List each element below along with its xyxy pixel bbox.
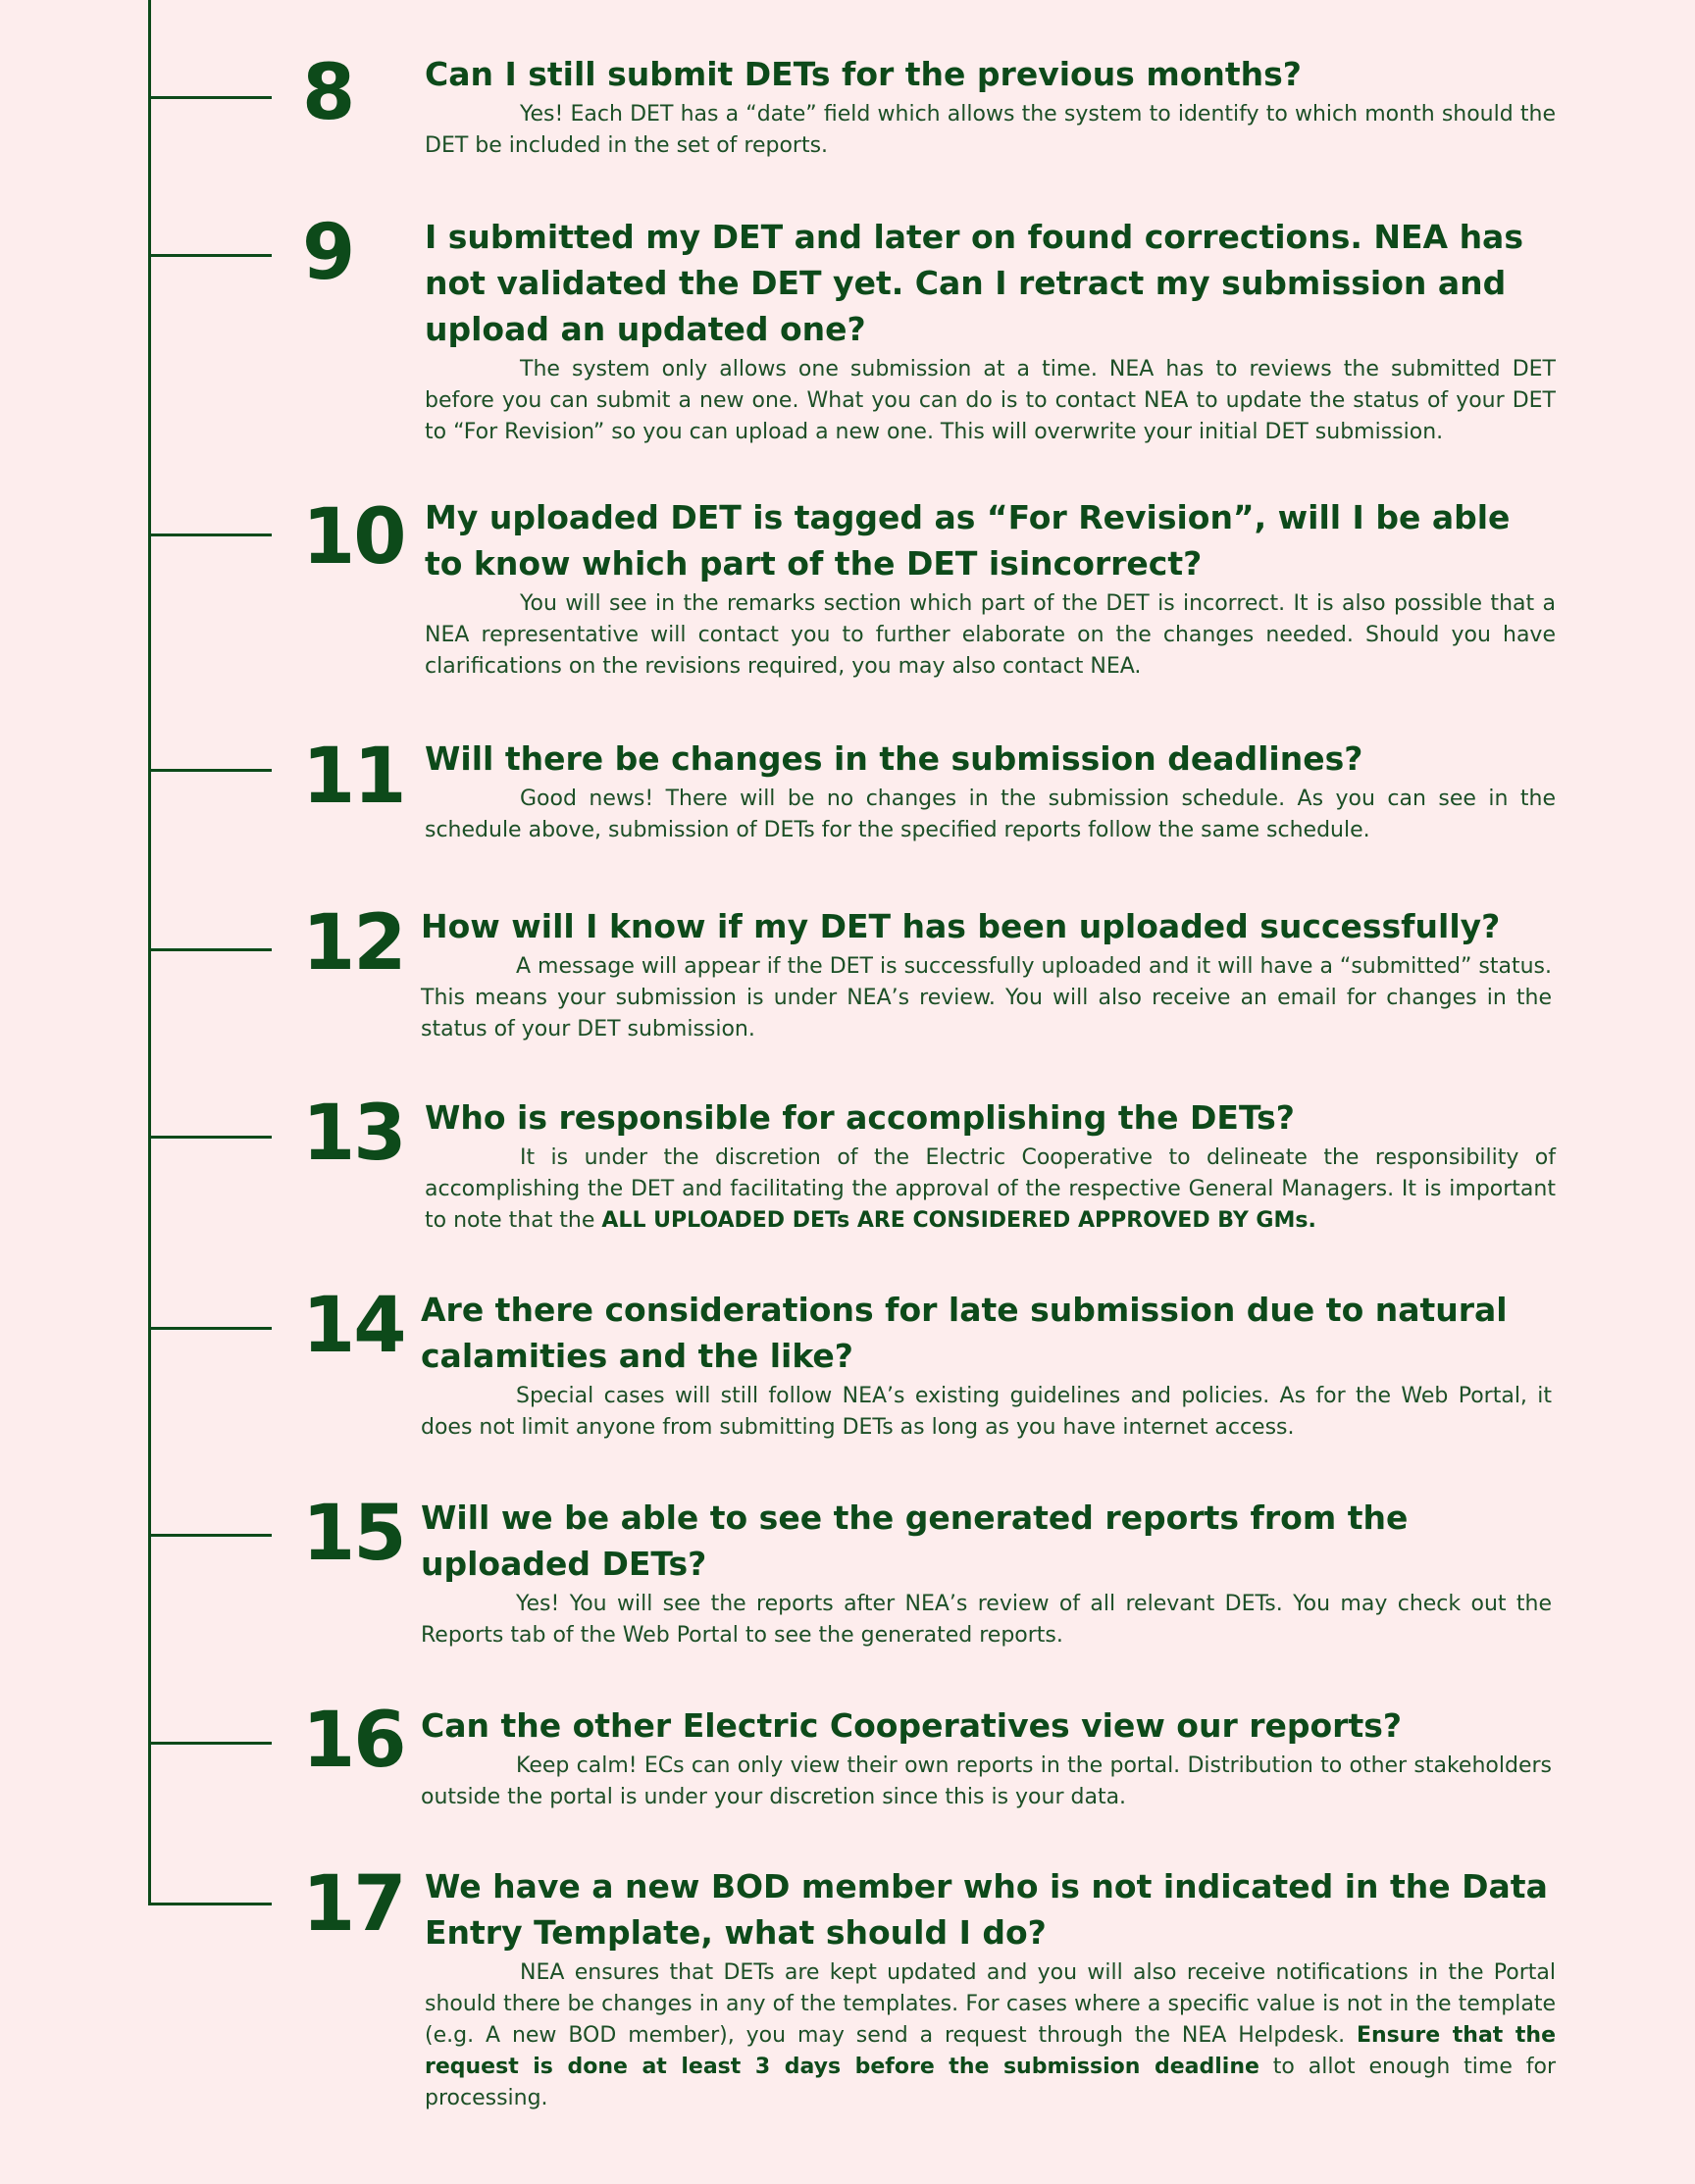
- faq-question: Can the other Electric Cooperatives view our reports?: [421, 1706, 1403, 1745]
- faq-answer: Keep calm! ECs can only view their own reports in the portal. Distribution to other stakeholders outside the portal is under your discretion since this is your data.: [421, 1753, 1552, 1809]
- faq-answer: The system only allows one submission at a time. NEA has to reviews the submitted DET before you can submit a new one. What you can do is to contact NEA to update the status of your DET to “For Revision” so you can upload a new one. This will overwrite your initial DET submission.: [425, 357, 1556, 444]
- faq-answer: [425, 1143, 1556, 1237]
- faq-item: [425, 494, 1556, 683]
- timeline-spine: [148, 0, 151, 1905]
- faq-item: [421, 1287, 1552, 1444]
- timeline-tick: [148, 1534, 272, 1537]
- faq-number: 12: [302, 899, 405, 988]
- faq-item: [421, 1495, 1552, 1651]
- faq-number: 15: [302, 1490, 405, 1578]
- faq-answer-emphasis: ALL UPLOADED DETs ARE CONSIDERED APPROVED BY GMs.: [601, 1208, 1316, 1233]
- faq-item: [425, 1863, 1556, 2114]
- faq-question: Can I still submit DETs for the previous months?: [425, 55, 1302, 93]
- faq-answer: [425, 1957, 1556, 2114]
- timeline-tick: [148, 1742, 272, 1745]
- faq-answer: Good news! There will be no changes in the submission schedule. As you can see in the schedule above, submission of DETs for the specified reports follow the same schedule.: [425, 787, 1556, 842]
- faq-number: 10: [302, 493, 405, 582]
- timeline-tick: [148, 1327, 272, 1330]
- timeline-tick: [148, 96, 272, 99]
- faq-question: I submitted my DET and later on found corrections. NEA has not validated the DET yet. Can I retract my submission and upload an updated one?: [425, 218, 1523, 348]
- faq-answer-text: It is under the discretion of the Electric Cooperative to delineate the responsibility of accomplishing the DET and facilitating the approval of the respective General Managers. It is important to note that the: [425, 1145, 1556, 1233]
- faq-question: Will there be changes in the submission deadlines?: [425, 739, 1363, 778]
- faq-item: [425, 736, 1556, 846]
- faq-item: [421, 1702, 1552, 1813]
- faq-answer-emphasis: Ensure that the request is done at least 3 days before the submission deadline: [425, 2023, 1556, 2079]
- timeline-tick: [148, 254, 272, 257]
- faq-answer: Special cases will still follow NEA’s existing guidelines and policies. As for the Web Portal, it does not limit anyone from submitting DETs as long as you have internet access.: [421, 1384, 1552, 1440]
- timeline-tick: [148, 1903, 272, 1905]
- faq-number: 14: [302, 1282, 405, 1370]
- faq-question: How will I know if my DET has been uploaded successfully?: [421, 907, 1501, 945]
- faq-number: 8: [302, 49, 354, 137]
- faq-question: We have a new BOD member who is not indicated in the Data Entry Template, what should I do?: [425, 1867, 1548, 1952]
- faq-number: 13: [302, 1090, 405, 1178]
- faq-item: [425, 1094, 1556, 1237]
- faq-question: My uploaded DET is tagged as “For Revision”, will I be able to know which part of the DET isincorrect?: [425, 498, 1511, 583]
- faq-answer-text: NEA ensures that DETs are kept updated and you will also receive notifications in the Portal should there be changes in any of the templates. For cases where a specific value is not in the template (e.g. A new BOD member), you may send a request through the NEA Helpdesk.: [425, 1960, 1556, 2048]
- faq-number: 17: [302, 1860, 405, 1949]
- faq-answer: A message will appear if the DET is successfully uploaded and it will have a “submitted” status. This means your submission is under NEA’s review. You will also receive an email for changes in the status of your DET submission.: [421, 954, 1552, 1041]
- faq-number: 16: [302, 1697, 405, 1785]
- faq-item: [421, 903, 1552, 1045]
- timeline-tick: [148, 948, 272, 951]
- faq-answer: Yes! Each DET has a “date” field which allows the system to identify to which month should the DET be included in the set of reports.: [425, 102, 1556, 158]
- faq-answer: You will see in the remarks section which part of the DET is incorrect. It is also possible that a NEA representative will contact you to further elaborate on the changes needed. Should you have clarifications on the revisions required, you may also contact NEA.: [425, 591, 1556, 679]
- faq-number: 11: [302, 733, 405, 821]
- faq-answer-tail: to allot enough time for processing.: [425, 2055, 1556, 2110]
- faq-question: Are there considerations for late submission due to natural calamities and the like?: [421, 1291, 1508, 1375]
- timeline-tick: [148, 1136, 272, 1139]
- faq-question: Will we be able to see the generated reports from the uploaded DETs?: [421, 1498, 1409, 1583]
- faq-item: [425, 51, 1556, 162]
- timeline-tick: [148, 533, 272, 536]
- faq-item: [425, 214, 1556, 448]
- faq-number: 9: [302, 209, 354, 297]
- timeline-tick: [148, 769, 272, 772]
- faq-answer: Yes! You will see the reports after NEA’s review of all relevant DETs. You may check out the Reports tab of the Web Portal to see the generated reports.: [421, 1592, 1552, 1648]
- faq-question: Who is responsible for accomplishing the DETs?: [425, 1098, 1295, 1137]
